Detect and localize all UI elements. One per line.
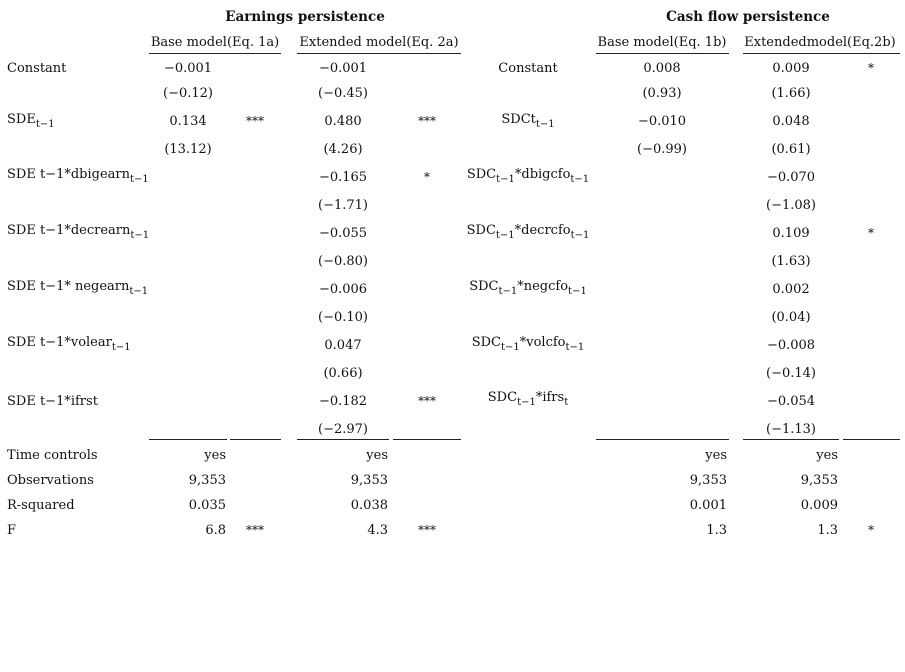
cell-value: −0.008 [766, 338, 816, 353]
significance-stars: * [868, 226, 874, 240]
header-rule [596, 53, 729, 54]
footer-value: 9,353 [800, 473, 838, 488]
footer-value: yes [816, 448, 838, 463]
row-label: SDE t−1* negearn$_{t-1}$ [7, 279, 149, 297]
footer-value: 1.3 [706, 523, 727, 538]
cashflow-persistence-header: Cash flow persistence [666, 9, 830, 25]
footer-value: 9,353 [350, 473, 388, 488]
cell-value: 0.047 [324, 338, 362, 353]
cell-value: 0.480 [324, 114, 362, 129]
cell-value: −0.001 [163, 61, 213, 76]
cell-tstat: (0.61) [771, 142, 811, 157]
cell-tstat: (−1.08) [766, 198, 816, 213]
significance-stars: *** [418, 523, 436, 537]
footer-rule [230, 439, 281, 440]
row-label: SDCt$_{t-1}$ [501, 112, 555, 130]
footer-value: 0.038 [350, 498, 388, 513]
row-label: SDE t−1*dbigearn$_{t-1}$ [7, 167, 149, 185]
cell-value: −0.055 [318, 226, 368, 241]
footer-value: 4.3 [367, 523, 388, 538]
earnings-extended-model-header: Extended model(Eq. 2a) [299, 35, 459, 50]
cell-value: −0.001 [318, 61, 368, 76]
row-label: $SDC_{t-1}*volcfo_{t-1}$ [471, 335, 585, 353]
cell-value: −0.070 [766, 170, 816, 185]
row-label: $SDC_{t-1}*negcfo_{t-1}$ [469, 279, 587, 297]
row-label: SDE t−1*volear$_{t-1}$ [7, 335, 131, 353]
earnings-persistence-header: Earnings persistence [225, 9, 385, 25]
footer-rule [843, 439, 900, 440]
header-rule [297, 53, 461, 54]
significance-stars: *** [418, 394, 436, 408]
cell-tstat: (−0.80) [318, 254, 368, 269]
significance-stars: *** [246, 114, 264, 128]
cell-tstat: (−0.45) [318, 86, 368, 101]
cell-value: 0.009 [772, 61, 810, 76]
cell-value: 0.008 [643, 61, 681, 76]
cell-tstat: (0.04) [771, 310, 811, 325]
significance-stars: *** [246, 523, 264, 537]
cell-value: −0.010 [637, 114, 687, 129]
cell-value: −0.006 [318, 282, 368, 297]
cell-tstat: (−1.13) [766, 422, 816, 437]
row-label: Constant [498, 61, 558, 76]
cashflow-extended-model-header: Extendedmodel(Eq.2b) [744, 35, 896, 50]
cell-tstat: (1.63) [771, 254, 811, 269]
footer-value: 0.001 [689, 498, 727, 513]
cell-value: 0.134 [169, 114, 207, 129]
footer-label: F [7, 523, 17, 538]
footer-value: yes [705, 448, 727, 463]
footer-label: Time controls [7, 448, 98, 463]
row-label: $SDE_{t-1}$ [7, 112, 55, 130]
cell-value: −0.182 [318, 394, 368, 409]
cell-tstat: (−0.10) [318, 310, 368, 325]
footer-value: 6.8 [205, 523, 226, 538]
footer-value: 9,353 [689, 473, 727, 488]
cell-tstat: (−1.71) [318, 198, 368, 213]
footer-rule [393, 439, 461, 440]
cell-tstat: (1.66) [771, 86, 811, 101]
footer-value: yes [366, 448, 388, 463]
row-label: $SDC_{t-1}*decrcfo_{t-1}$ [466, 223, 590, 241]
significance-stars: *** [418, 114, 436, 128]
cell-value: −0.054 [766, 394, 816, 409]
row-label: SDE t−1*ifrst [7, 394, 98, 409]
cell-value: 0.002 [772, 282, 810, 297]
footer-value: 0.035 [188, 498, 226, 513]
cell-tstat: (−0.14) [766, 366, 816, 381]
footer-value: yes [204, 448, 226, 463]
cell-tstat: (−0.99) [637, 142, 687, 157]
significance-stars: * [424, 170, 430, 184]
footer-value: 9,353 [188, 473, 226, 488]
cashflow-base-model-header: Base model(Eq. 1b) [597, 35, 727, 50]
cell-value: −0.165 [318, 170, 368, 185]
footer-label: R‐squared [7, 498, 75, 513]
footer-value: 1.3 [817, 523, 838, 538]
row-label: $SDC_{t-1}*dbigcfo_{t-1}$ [466, 167, 590, 185]
cell-tstat: (0.66) [323, 366, 363, 381]
footer-value: 0.009 [800, 498, 838, 513]
cell-tstat: (0.93) [642, 86, 682, 101]
cell-tstat: (−2.97) [318, 422, 368, 437]
row-label: SDE t−1*decrearn$_{t-1}$ [7, 223, 150, 241]
footer-rule [149, 439, 227, 440]
earnings-base-model-header: Base model(Eq. 1a) [150, 35, 280, 50]
cell-value: 0.048 [772, 114, 810, 129]
footer-rule [297, 439, 389, 440]
significance-stars: * [868, 523, 874, 537]
cell-value: 0.109 [772, 226, 810, 241]
footer-rule [743, 439, 839, 440]
header-rule [149, 53, 281, 54]
row-label: $SDC_{t-1}*ifrs_t$ [487, 390, 569, 408]
header-rule [743, 53, 900, 54]
cell-tstat: (4.26) [323, 142, 363, 157]
footer-label: Observations [7, 473, 94, 488]
significance-stars: * [868, 61, 874, 75]
footer-rule [596, 439, 729, 440]
row-label: Constant [7, 61, 67, 76]
cell-tstat: (−0.12) [163, 86, 213, 101]
cell-tstat: (13.12) [164, 142, 212, 157]
